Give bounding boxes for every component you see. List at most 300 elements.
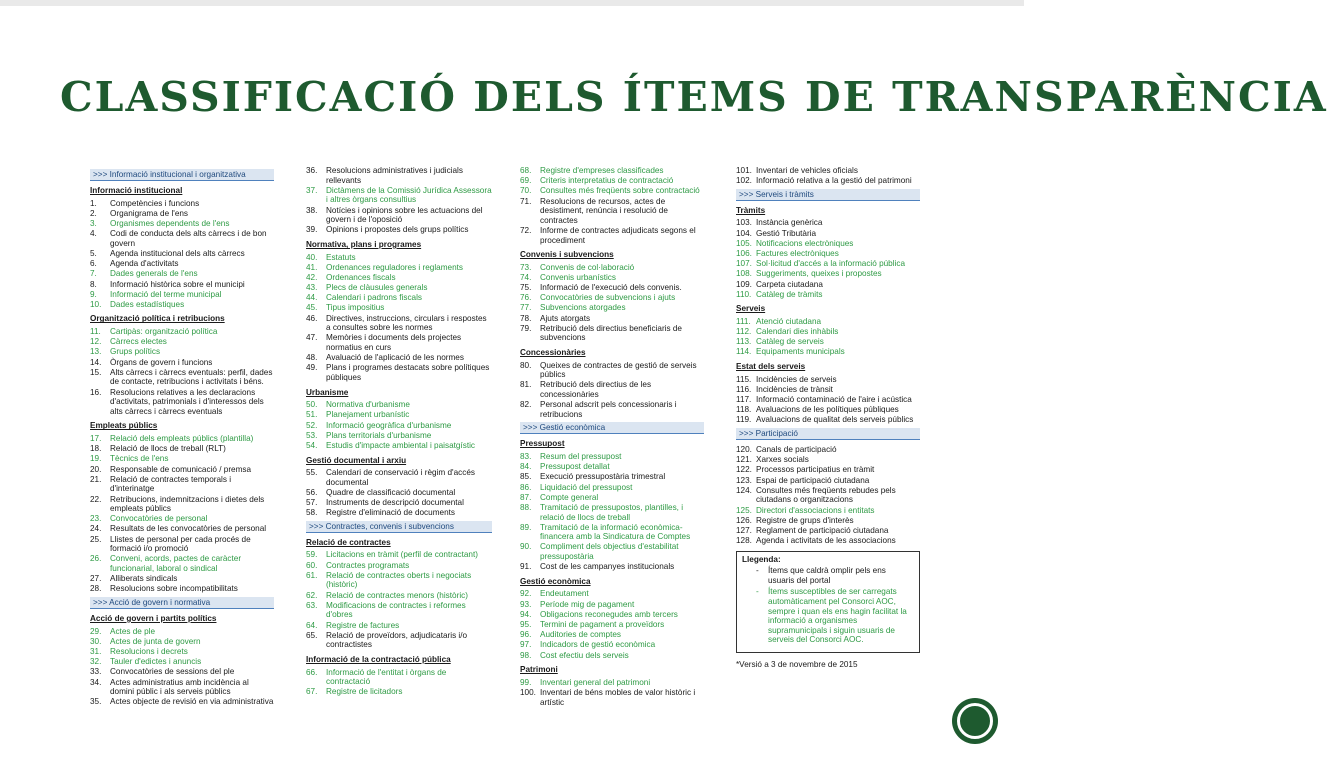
item-number: 124.	[736, 485, 752, 495]
column-4	[736, 166, 920, 670]
item-number: 122.	[736, 465, 752, 475]
list-item	[306, 601, 492, 620]
list-item	[90, 524, 274, 534]
list-item	[90, 554, 274, 573]
item-number: 41.	[306, 262, 318, 272]
item-text: Memòries i documents dels projectes normatius en curs	[326, 333, 462, 353]
item-text: Xarxes socials	[756, 455, 809, 465]
item-text: Suggeriments, queixes i propostes	[756, 269, 882, 279]
item-text: Registre de licitadors	[326, 687, 403, 697]
item-number: 30.	[90, 636, 102, 646]
list-item	[520, 562, 704, 572]
subsection-heading: Gestió econòmica	[520, 576, 591, 586]
item-number: 103.	[736, 218, 752, 228]
item-number: 51.	[306, 410, 318, 420]
subsection-heading: Serveis	[736, 304, 766, 314]
list-item	[90, 535, 274, 554]
item-number: 127.	[736, 525, 752, 535]
item-text: Instruments de descripció documental	[326, 498, 464, 508]
item-text: Codi de conducta dels alts càrrecs i de bon govern	[110, 229, 267, 248]
item-text: Organigrama de l'ens	[110, 208, 189, 218]
list-item	[90, 209, 274, 219]
item-number: 77.	[520, 303, 532, 313]
list-item	[520, 293, 704, 303]
item-text: Informació del terme municipal	[110, 289, 222, 299]
item-text: Compte general	[540, 492, 599, 502]
legend-dash: -	[756, 587, 759, 597]
item-number: 107.	[736, 259, 752, 269]
list-item	[90, 347, 274, 357]
list-item	[90, 584, 274, 594]
item-text: Espai de participació ciutadana	[756, 475, 870, 485]
item-number: 61.	[306, 570, 318, 580]
list-item	[520, 620, 704, 630]
item-number: 74.	[520, 272, 532, 282]
item-text: Avaluacions de qualitat dels serveis públics	[756, 415, 914, 425]
version-note: *Versió a 3 de novembre de 2015	[736, 660, 858, 669]
item-text: Subvencions atorgades	[540, 303, 626, 313]
list-item	[90, 647, 274, 657]
list-item	[90, 219, 274, 229]
item-text: Obligacions reconegudes amb tercers	[540, 609, 678, 619]
item-number: 50.	[306, 400, 318, 410]
list-item	[306, 166, 492, 185]
item-text: Calendari de conservació i règim d'accés documental	[326, 468, 476, 487]
list-item	[520, 324, 704, 343]
item-text: Dictàmens de la Comissió Jurídica Assessora i altres òrgans consultius	[326, 185, 492, 205]
item-number: 100.	[520, 687, 536, 697]
list-item	[736, 290, 920, 300]
list-item	[306, 186, 492, 205]
item-text: Període mig de pagament	[540, 599, 635, 609]
item-number: 114.	[736, 347, 752, 357]
list-item	[306, 353, 492, 363]
item-text: Informació de l'entitat i òrgans de contractació	[326, 667, 447, 687]
item-text: Pressupost detallat	[540, 462, 610, 472]
subsection-heading: Patrimoni	[520, 665, 558, 675]
list-item	[736, 415, 920, 425]
list-item	[520, 273, 704, 283]
list-item	[90, 229, 274, 248]
list-item	[736, 465, 920, 475]
item-number: 89.	[520, 522, 532, 532]
item-number: 33.	[90, 667, 102, 677]
item-text: Tècnics de l'ens	[110, 454, 169, 464]
item-number: 45.	[306, 303, 318, 313]
item-number: 108.	[736, 269, 752, 279]
item-number: 118.	[736, 405, 752, 415]
item-text: Tramitació de pressupostos, plantilles, i relació de llocs de treball	[540, 502, 684, 522]
column-4-entries	[736, 166, 920, 546]
list-item	[306, 561, 492, 571]
item-text: Alliberats sindicals	[110, 574, 178, 584]
item-text: Relació de proveïdors, adjudicataris i/o contractistes	[326, 630, 468, 650]
item-text: Resolucions sobre incompatibilitats	[110, 584, 238, 594]
item-number: 47.	[306, 333, 318, 343]
item-number: 113.	[736, 337, 752, 347]
item-text: Relació dels empleats públics (plantilla)	[110, 433, 254, 443]
list-item	[736, 516, 920, 526]
item-number: 63.	[306, 600, 318, 610]
item-text: Canals de participació	[756, 444, 837, 454]
item-number: 28.	[90, 584, 102, 594]
item-text: Convocatòries de sessions del ple	[110, 667, 235, 677]
item-text: Avaluació de l'aplicació de les normes	[326, 353, 464, 363]
list-item	[306, 621, 492, 631]
list-item	[306, 303, 492, 313]
list-item	[736, 445, 920, 455]
top-strip	[0, 0, 1024, 6]
list-item	[90, 337, 274, 347]
item-text: Incidències de serveis	[756, 374, 837, 384]
list-item	[90, 514, 274, 524]
item-text: Actes administratius amb incidència al domini públic i als serveis públics	[110, 677, 249, 697]
item-text: Convocatòries de subvencions i ajuts	[540, 293, 676, 303]
item-number: 81.	[520, 380, 532, 390]
item-text: Licitacions en tràmit (perfil de contractant)	[326, 550, 478, 560]
item-text: Reglament de participació ciutadana	[756, 525, 889, 535]
list-item	[520, 589, 704, 599]
list-item	[520, 186, 704, 196]
list-item	[520, 462, 704, 472]
item-text: Resolucions de recursos, actes de desistiment, renúncia i resolució de contractes	[540, 196, 668, 225]
item-number: 54.	[306, 440, 318, 450]
item-text: Actes de junta de govern	[110, 636, 201, 646]
item-text: Equipaments municipals	[756, 347, 845, 357]
list-item	[520, 314, 704, 324]
item-text: Estatuts	[326, 252, 356, 262]
subsection-heading: Acció de govern i partits polítics	[90, 614, 217, 623]
list-item	[736, 536, 920, 546]
item-number: 32.	[90, 657, 102, 667]
item-text: Informació relativa a la gestió del patrimoni	[756, 176, 912, 186]
list-item	[306, 571, 492, 590]
item-number: 36.	[306, 166, 318, 175]
list-item	[306, 225, 492, 235]
item-number: 1.	[90, 198, 97, 208]
list-item	[90, 465, 274, 475]
list-item	[520, 472, 704, 482]
item-number: 102.	[736, 176, 752, 186]
legend-dash: -	[756, 566, 759, 576]
list-item	[520, 361, 704, 380]
item-text: Inventari general del patrimoni	[540, 677, 651, 687]
item-number: 58.	[306, 508, 318, 518]
item-text: Informació contaminació de l'aire i acústica	[756, 395, 912, 404]
item-number: 29.	[90, 626, 102, 636]
list-item	[736, 347, 920, 357]
section-bar-gestio-economica: >>> Gestió econòmica	[520, 422, 704, 434]
list-item	[736, 455, 920, 465]
item-number: 109.	[736, 279, 752, 289]
item-number: 40.	[306, 252, 318, 262]
item-text: Processos participatius en tràmit	[756, 465, 875, 475]
list-item	[520, 400, 704, 419]
item-number: 26.	[90, 554, 102, 564]
list-item	[520, 610, 704, 620]
item-text: Informació històrica sobre el municipi	[110, 279, 245, 289]
item-number: 18.	[90, 444, 102, 454]
item-number: 59.	[306, 550, 318, 560]
list-item	[90, 678, 274, 697]
section-bar-accio-de-govern-i-normativa: >>> Acció de govern i normativa	[90, 597, 274, 609]
item-text: Resolucions administratives i judicials rellevants	[326, 166, 463, 185]
item-number: 70.	[520, 186, 532, 196]
list-item	[520, 176, 704, 186]
item-text: Responsable de comunicació / premsa	[110, 464, 252, 474]
list-item	[736, 327, 920, 337]
item-number: 87.	[520, 492, 532, 502]
item-text: Resultats de les convocatòries de personal	[110, 524, 267, 534]
item-text: Relació de contractes oberts i negociats (històric)	[326, 570, 472, 590]
item-number: 44.	[306, 293, 318, 303]
item-number: 56.	[306, 487, 318, 497]
item-number: 78.	[520, 313, 532, 323]
item-text: Conveni, acords, pactes de caràcter funcionarial, laboral o sindical	[110, 554, 242, 574]
item-number: 104.	[736, 228, 752, 238]
item-text: Quadre de classificació documental	[326, 487, 456, 497]
item-text: Resolucions relatives a les declaracions d'activitats, patrimonials i d'interessos dels alts càrrecs i càrrecs eventuals	[110, 387, 264, 416]
item-number: 97.	[520, 640, 532, 650]
item-text: Convocatòries de personal	[110, 514, 208, 524]
item-number: 16.	[90, 387, 102, 397]
item-text: Actes de ple	[110, 626, 156, 636]
item-number: 116.	[736, 384, 752, 394]
list-item	[306, 431, 492, 441]
item-text: Relació de contractes menors (històric)	[326, 590, 468, 600]
item-text: Resum del pressupost	[540, 451, 622, 461]
list-item	[306, 206, 492, 225]
list-item	[306, 668, 492, 687]
item-text: Contractes programats	[326, 560, 410, 570]
item-number: 6.	[90, 259, 97, 269]
item-number: 99.	[520, 677, 532, 687]
list-item	[736, 476, 920, 486]
item-number: 24.	[90, 524, 102, 534]
item-number: 117.	[736, 395, 752, 404]
item-text: Cost de les campanyes institucionals	[540, 562, 675, 572]
item-number: 3.	[90, 218, 97, 228]
item-text: Instància genèrica	[756, 218, 823, 228]
section-bar-participacio: >>> Participació	[736, 428, 920, 440]
legend-text: Ítems que caldrà omplir pels ens usuaris del portal	[768, 566, 886, 585]
subsection-heading: Pressupost	[520, 439, 565, 449]
column-1	[90, 166, 274, 708]
section-bar-serveis-i-tramits: >>> Serveis i tràmits	[736, 189, 920, 201]
list-item	[90, 259, 274, 269]
item-number: 2.	[90, 208, 97, 218]
list-item	[306, 314, 492, 333]
item-text: Inventari de vehicles oficials	[756, 166, 858, 175]
item-text: Notícies i opinions sobre les actuacions del govern i de l'oposició	[326, 205, 483, 225]
subsection-heading: Empleats públics	[90, 421, 158, 431]
item-number: 60.	[306, 560, 318, 570]
item-text: Indicadors de gestió econòmica	[540, 640, 656, 650]
legend-title: Llegenda:	[742, 554, 781, 564]
item-number: 93.	[520, 599, 532, 609]
item-text: Tauler d'edictes i anuncis	[110, 657, 202, 667]
item-text: Registre d'empreses classificades	[540, 166, 664, 175]
item-text: Retribucions, indemnitzacions i dietes dels empleats públics	[110, 494, 265, 514]
item-text: Catàleg de serveis	[756, 337, 824, 347]
list-item	[520, 380, 704, 399]
item-text: Estudis d'impacte ambiental i paisatgístic	[326, 440, 476, 450]
item-text: Normativa d'urbanisme	[326, 400, 410, 410]
list-item	[736, 395, 920, 405]
item-text: Catàleg de tràmits	[756, 289, 823, 299]
list-item	[520, 542, 704, 561]
item-text: Actes objecte de revisió en via administrativa	[110, 697, 274, 707]
item-number: 46.	[306, 313, 318, 323]
list-item	[306, 488, 492, 498]
item-number: 25.	[90, 534, 102, 544]
item-text: Convenis de col·laboració	[540, 262, 635, 272]
list-item	[520, 651, 704, 661]
item-number: 95.	[520, 620, 532, 629]
item-text: Gestió Tributària	[756, 228, 817, 238]
item-text: Relació de llocs de treball (RLT)	[110, 444, 226, 454]
subsection-heading: Urbanisme	[306, 387, 349, 397]
item-text: Convenis urbanístics	[540, 272, 616, 282]
item-number: 34.	[90, 677, 102, 687]
list-item	[306, 283, 492, 293]
list-item	[90, 454, 274, 464]
item-number: 120.	[736, 444, 752, 454]
item-text: Notificacions electròniques	[756, 238, 854, 248]
list-item	[520, 523, 704, 542]
item-number: 52.	[306, 420, 318, 430]
item-text: Retribució dels directius de les concessionàries	[540, 380, 652, 399]
item-text: Relació de contractes temporals i d'interinatge	[110, 474, 232, 494]
item-text: Informació de l'execució dels convenis.	[540, 283, 682, 293]
item-number: 42.	[306, 272, 318, 282]
item-text: Liquidació del pressupost	[540, 482, 633, 492]
list-item	[736, 317, 920, 327]
item-number: 105.	[736, 238, 752, 248]
item-number: 19.	[90, 454, 102, 464]
list-item	[90, 199, 274, 209]
item-number: 48.	[306, 353, 318, 363]
item-text: Resolucions i decrets	[110, 646, 188, 656]
item-number: 76.	[520, 293, 532, 303]
legend-item	[742, 566, 914, 585]
list-item	[520, 503, 704, 522]
list-item	[90, 574, 274, 584]
item-number: 20.	[90, 464, 102, 474]
list-item	[736, 375, 920, 385]
item-text: Organismes dependents de l'ens	[110, 218, 230, 228]
item-number: 57.	[306, 498, 318, 508]
item-text: Retribució dels directius beneficiaris de subvencions	[540, 323, 682, 343]
item-text: Agenda d'activitats	[110, 259, 179, 269]
list-item	[306, 441, 492, 451]
list-item	[90, 249, 274, 259]
item-number: 128.	[736, 536, 752, 546]
list-item	[90, 434, 274, 444]
item-text: Llistes de personal per cada procés de formació i/o promoció	[110, 534, 251, 554]
item-number: 13.	[90, 347, 102, 357]
item-number: 23.	[90, 514, 102, 524]
list-item	[736, 405, 920, 415]
item-number: 88.	[520, 502, 532, 512]
item-number: 4.	[90, 229, 97, 239]
list-item	[90, 388, 274, 417]
item-text: Alts càrrecs i càrrecs eventuals: perfil, dades de contacte, retribucions i activitats i béns.	[110, 367, 273, 387]
list-item	[520, 688, 704, 707]
list-item	[90, 444, 274, 454]
item-number: 64.	[306, 620, 318, 630]
list-item	[520, 483, 704, 493]
legend-text: Ítems susceptibles de ser carregats automàticament pel Consorci AOC, sempre i quan els ens hagin facilitat la informació a organismes supramunicipals i siguin usuaris de serveis del Consorci AOC.	[768, 587, 907, 645]
item-text: Execució pressupostària trimestral	[540, 472, 666, 482]
list-item	[736, 259, 920, 269]
item-number: 75.	[520, 283, 532, 293]
item-number: 94.	[520, 609, 532, 619]
item-number: 72.	[520, 225, 532, 235]
list-item	[736, 280, 920, 290]
list-item	[306, 631, 492, 650]
list-item	[520, 283, 704, 293]
item-text: Consultes més freqüents rebudes pels ciutadans o organitzacions	[756, 485, 896, 505]
item-text: Plecs de clàusules generals	[326, 283, 428, 293]
item-text: Modificacions de contractes i reformes d'obres	[326, 600, 466, 620]
list-item	[736, 176, 920, 186]
item-text: Càrrecs electes	[110, 337, 167, 347]
item-text: Registre de factures	[326, 620, 400, 630]
item-number: 96.	[520, 630, 532, 640]
item-text: Informació geogràfica d'urbanisme	[326, 420, 452, 430]
item-text: Endeutament	[540, 589, 589, 599]
legend-box	[736, 551, 920, 653]
subsection-heading: Relació de contractes	[306, 537, 391, 547]
item-number: 101.	[736, 166, 752, 175]
item-text: Ajuts atorgats	[540, 313, 591, 323]
column-3	[520, 166, 704, 708]
list-item	[90, 657, 274, 667]
item-text: Opinions i propostes dels grups polítics	[326, 225, 469, 235]
item-text: Informe de contractes adjudicats segons el procediment	[540, 225, 696, 245]
list-item	[90, 280, 274, 290]
item-text: Auditories de comptes	[540, 630, 622, 640]
badge-ring	[957, 703, 993, 739]
item-text: Inventari de béns mobles de valor històric i artístic	[540, 687, 696, 707]
section-bar-contractes-convenis-i-subvencions: >>> Contractes, convenis i subvencions	[306, 521, 492, 533]
item-number: 110.	[736, 289, 752, 299]
list-item	[306, 333, 492, 352]
item-number: 69.	[520, 176, 532, 186]
subsection-heading: Tràmits	[736, 205, 766, 215]
list-item	[736, 486, 920, 505]
item-text: Ordenances fiscals	[326, 272, 396, 282]
list-item	[520, 630, 704, 640]
list-item	[520, 303, 704, 313]
list-item	[306, 400, 492, 410]
item-text: Planejament urbanístic	[326, 410, 410, 420]
list-item	[736, 506, 920, 516]
subsection-heading: Normativa, plans i programes	[306, 239, 422, 249]
item-text: Dades generals de l'ens	[110, 269, 198, 279]
list-item	[90, 637, 274, 647]
list-item	[90, 667, 274, 677]
item-number: 55.	[306, 468, 318, 478]
list-item	[520, 263, 704, 273]
list-item	[520, 197, 704, 226]
list-item	[520, 640, 704, 650]
list-item	[736, 239, 920, 249]
list-item	[736, 337, 920, 347]
item-text: Calendari dies inhàbils	[756, 327, 839, 337]
item-number: 39.	[306, 225, 318, 235]
